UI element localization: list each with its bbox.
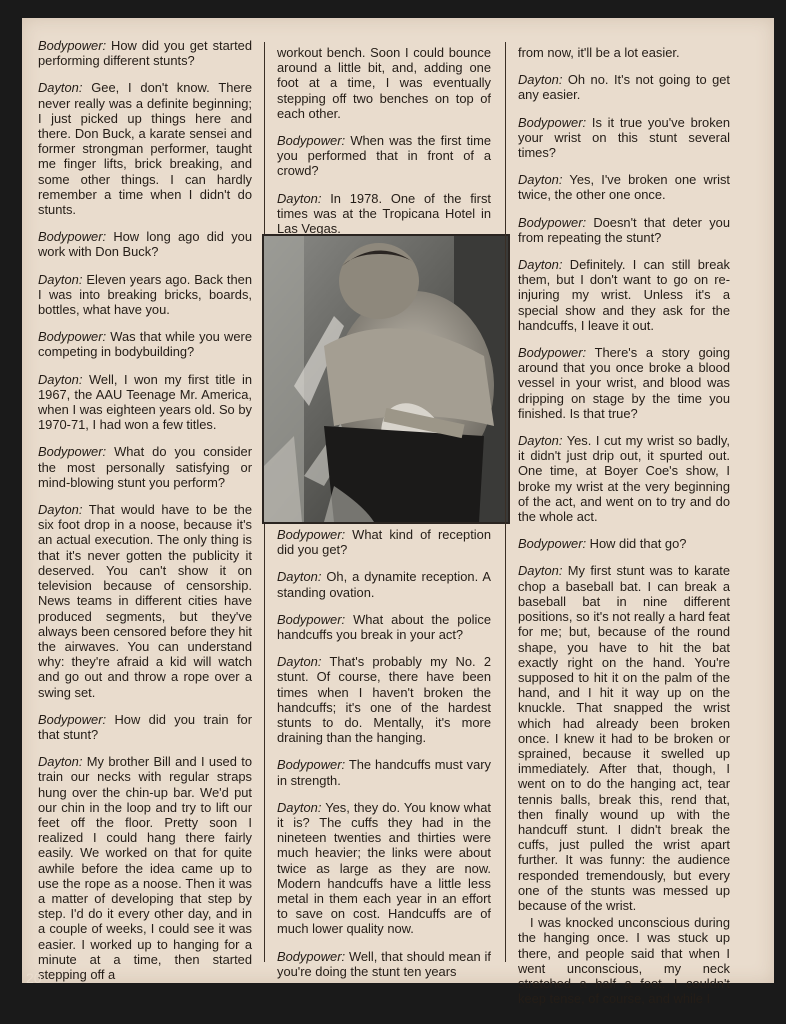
paragraph <box>38 38 252 68</box>
speaker-label: Dayton: <box>277 654 322 670</box>
paragraph-text: Well, I won my first title in 1967, the AAU Teenage Mr. America, when I was eighteen years old. So by 1970-71, I had won a few titles. <box>38 371 252 433</box>
strongman-photo <box>262 234 510 524</box>
speaker-label: Bodypower: <box>277 527 346 542</box>
paragraph-text: In 1978. One of the first times was at the Tropicana Hotel in Las Vegas. <box>277 190 491 237</box>
paragraph-text: How did you get started performing different stunts? <box>38 38 252 69</box>
speaker-label: Dayton: <box>38 502 83 518</box>
paragraph-text: Oh, a dynamite reception. A standing ovation. <box>277 569 491 600</box>
paragraph-text: What about the police handcuffs you break in your act? <box>277 611 491 643</box>
speaker-label: Dayton: <box>518 72 563 88</box>
speaker-label: Bodypower: <box>38 329 107 345</box>
paragraph <box>518 257 730 333</box>
paragraph-text: When was the first time you performed that in front of a crowd? <box>277 133 491 179</box>
paragraph <box>277 612 491 642</box>
paragraph <box>518 215 730 245</box>
paragraph-text: Doesn't that deter you from repeating the stunt? <box>518 214 730 245</box>
paragraph <box>38 502 252 700</box>
paragraph-text: That's probably my No. 2 stunt. Of course, there have been times when I haven't broken the handcuffs; it's one of the hardest stunts to do. Mentally, it's more draining than the hanging. <box>277 654 491 746</box>
speaker-label: Bodypower: <box>277 611 346 627</box>
paragraph <box>38 80 252 217</box>
paragraph <box>38 229 252 259</box>
speaker-label: Dayton: <box>518 563 563 579</box>
paragraph-text: Well, that should mean if you're doing the stunt ten years <box>277 948 491 979</box>
paragraph <box>38 329 252 359</box>
paragraph-text: Yes, they do. You know what it is? The cuffs they had in the nineteen twenties and thirties were much heavier; the links were about twice as large as they are now. Modern handcuffs have a little less metal in them each year in an effort to save on cost. Handcuffs are of much lower quality now. <box>277 799 491 937</box>
paragraph-text: Yes. I cut my wrist so badly, it didn't just drip out, it spurted out. One time, at Boyer Coe's show, I broke my wrist at the very beginning of the act, and went on to try and do the whole act. <box>518 433 730 525</box>
column-divider-2 <box>505 42 506 962</box>
paragraph <box>38 372 252 433</box>
paragraph <box>277 654 491 745</box>
speaker-label: Dayton: <box>277 569 322 585</box>
paragraph-text: How long ago did you work with Don Buck? <box>38 229 252 260</box>
paragraph <box>38 272 252 318</box>
paragraph-text: Is it true you've broken your wrist on this stunt several times? <box>518 114 730 161</box>
paragraph <box>277 949 491 979</box>
paragraph <box>518 72 730 102</box>
speaker-label: Bodypower: <box>277 133 346 149</box>
paragraph <box>277 133 491 179</box>
speaker-label: Dayton: <box>38 271 83 287</box>
paragraph-text: Yes, I've broken one wrist twice, the other one once. <box>518 172 730 203</box>
speaker-label: Bodypower: <box>518 114 587 130</box>
paragraph <box>277 757 491 787</box>
speaker-label: Bodypower: <box>38 444 107 460</box>
speaker-label: Dayton: <box>38 371 83 387</box>
paragraph-text: What kind of reception did you get? <box>277 527 491 558</box>
speaker-label: Bodypower: <box>277 948 346 964</box>
paragraph <box>277 45 491 121</box>
paragraph <box>38 444 252 490</box>
paragraph-text: Eleven years ago. Back then I was into breaking bricks, boards, bottles, what have you. <box>38 271 252 318</box>
paragraph-text: There's a story going around that you once broke a blood vessel in your wrist, and blood was dripping on stage by the time you finished. Is that true? <box>518 345 730 421</box>
paragraph-text: workout bench. Soon I could bounce around a little bit, and, adding one foot at a time, I was eventually stepping off two benches on top of each other. <box>277 45 491 121</box>
page-number: 20 <box>26 970 42 986</box>
paragraph-text: How did that go? <box>586 536 687 552</box>
paragraph <box>518 433 730 524</box>
column-3 <box>518 45 730 1018</box>
speaker-label: Bodypower: <box>518 214 587 230</box>
paragraph-text: Gee, I don't know. There never really was a definite beginning; I just picked up things here and there. Don Buck, a karate sensei and former strongman performer, taught me finger lifts, brick breaking, and some other things. I can hardly remember a time when I didn't do stunts. <box>38 80 252 218</box>
speaker-label: Bodypower: <box>38 38 107 53</box>
paragraph <box>277 191 491 237</box>
paragraph-text: I was knocked unconscious during the hanging once. I was stuck up there, and people said that when I went unconscious, my neck stretched a half a foot. I couldn't keep tense, of course, and while I <box>518 915 730 1007</box>
paragraph-text: What do you consider the most personally satisfying or mind-blowing stunt you perform? <box>38 444 252 490</box>
paragraph-text: My brother Bill and I used to train our necks with regular straps hung over the chin-up bar. We'd put our chin in the loop and try to lift our feet off the floor. Pretty soon I realized I could hang there fairly easily. We worked on that for quite awhile before the idea came up to use the rope as a noose. Then it was a matter of developing that step by step. I'd do it every other day, and in a couple of weeks, I could see it was easier. I worked up to hanging for a minute at a time, then started stepping off a <box>38 754 252 982</box>
paragraph <box>518 115 730 161</box>
paragraph <box>38 712 252 742</box>
paragraph <box>277 569 491 599</box>
speaker-label: Dayton: <box>518 433 563 449</box>
paragraph-text: Definitely. I can still break them, but I don't want to go on re-injuring my wrist. Unless it's a special show and they ask for the handcuffs, I leave it out. <box>518 257 730 333</box>
speaker-label: Dayton: <box>38 754 83 770</box>
paragraph-text: That would have to be the six foot drop in a noose, because it's an actual execution. The only thing is that it's never gotten the publicity it deserved. You can't show it on television because of censorship. News teams in different cities have produced segments, but they've always been censored before they hit the airwaves. You can understand why: they're afraid a kid will watch and go out and throw a rope over a swing set. <box>38 502 252 700</box>
speaker-label: Bodypower: <box>518 345 587 361</box>
column-2-bottom <box>277 527 491 991</box>
speaker-label: Dayton: <box>277 799 322 815</box>
speaker-label: Bodypower: <box>277 757 346 773</box>
speaker-label: Bodypower: <box>518 536 587 552</box>
paragraph-text: How did you train for that stunt? <box>38 711 252 742</box>
paragraph <box>277 527 491 557</box>
paragraph-text: Oh no. It's not going to get any easier. <box>518 72 730 103</box>
paragraph <box>518 563 730 913</box>
speaker-label: Dayton: <box>518 172 563 188</box>
speaker-label: Dayton: <box>518 257 563 273</box>
paragraph <box>518 345 730 421</box>
speaker-label: Bodypower: <box>38 711 107 727</box>
column-2-top <box>277 45 491 248</box>
speaker-label: Bodypower: <box>38 229 107 245</box>
paragraph-text: from now, it'll be a lot easier. <box>518 45 680 60</box>
paragraph <box>518 172 730 202</box>
paragraph <box>518 45 730 60</box>
speaker-label: Dayton: <box>277 190 322 206</box>
paragraph <box>277 800 491 937</box>
paragraph-text: Was that while you were competing in bodybuilding? <box>38 329 252 360</box>
column-1 <box>38 38 252 994</box>
paragraph-text: The handcuffs must vary in strength. <box>277 757 491 788</box>
speaker-label: Dayton: <box>38 80 83 96</box>
paragraph <box>518 536 730 551</box>
paragraph <box>518 915 730 1006</box>
paragraph-text: My first stunt was to karate chop a baseball bat. I can break a baseball bat in nine different positions, so it's not really a hard feat for me; but, because of the round shape, you have to hit the bat exactly right on the hand. You're supposed to hit it on the palm of the hand, and I hit it way up on the knuckle. That snapped the wrist which had already been broken once. I knew it had to be broken or sprained, because it swelled up immediately. After that, though, I went on to do the hanging act, tear tennis balls, break this, rend that, then finally wound up with the handcuff stunt. I didn't break the cuffs, just pulled the wrist apart further. It was funny: the audience responded tremendously, but every one of the stunts was messed up because of the wrist. <box>518 563 730 913</box>
paragraph <box>38 754 252 982</box>
strongman-photo-image <box>264 236 508 522</box>
